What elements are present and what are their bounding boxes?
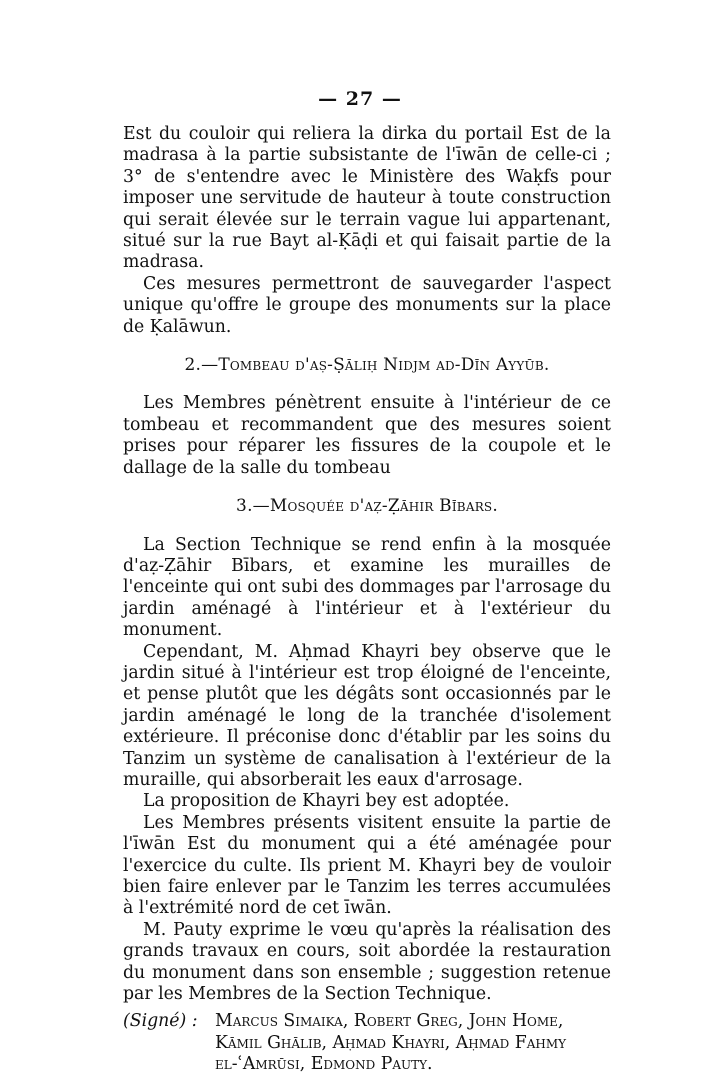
signature-label: (Signé) : xyxy=(123,1011,198,1032)
signatory-line: Marcus Simaika, Robert Greg, John Home, xyxy=(215,1011,564,1032)
paragraph: Ces mesures permettront de sauvegarder l'aspect unique qu'offre le groupe des monuments sur la place de Ḳalāwun. xyxy=(123,273,611,337)
signatory-line: el-ʿAmrūsi, Edmond Pauty. xyxy=(215,1054,433,1075)
section-heading-2: 2.—Tombeau d'aṣ-Ṣāliḥ Nidjm ad-Dīn Ayyūb. xyxy=(184,355,550,376)
paragraph: La Section Technique se rend enfin à la mosquée d'aẓ-Ẓāhir Bībars, et examine les murailles de l'enceinte qui ont subi des dommages par l'arrosage du jardin aménagé à l'intérieur et à l'extérieur du monument. xyxy=(123,534,611,641)
section-heading-3: 3.—Mosquée d'aẓ-Ẓāhir Bībars. xyxy=(236,496,498,517)
paragraph: Est du couloir qui reliera la dirka du portail Est de la madrasa à la partie subsistante de l'īwān de celle-ci ; 3° de s'entendre avec le Ministère des Waḳfs pour imposer une servitude de hauteur à toute construction qui serait élevée sur le terrain vague lui appartenant, situé sur la rue Bayt al-Ḳāḍi et qui faisait partie de la madrasa. xyxy=(123,124,611,273)
signatory-names xyxy=(215,1011,611,1075)
paragraph: Cependant, M. Aḥmad Khayri bey observe que le jardin situé à l'intérieur est trop éloigné de l'enceinte, et pense plutôt que les dégâts sont occasionnés par le jardin aménagé le long de la tranchée d'isolement extérieure. Il préconise donc d'établir par les soins du Tanzim un système de canalisation à l'extérieur de la muraille, qui absorberait les eaux d'arrosage. xyxy=(123,641,611,790)
page-number: — 27 — xyxy=(318,88,402,110)
paragraph: Les Membres présents visitent ensuite la partie de l'īwān Est du monument qui a été aménagée pour l'exercice du culte. Ils prient M. Khayri bey de vouloir bien faire enlever par le Tanzim les terres accumulées à l'extrémité nord de cet īwān. xyxy=(123,812,611,919)
signatory-line: Kāmil Ghālib, Aḥmad Khayri, Aḥmad Fahmy xyxy=(215,1032,567,1053)
signature-block xyxy=(123,1011,611,1075)
paragraph: M. Pauty exprime le vœu qu'après la réalisation des grands travaux en cours, soit abordée la restauration du monument dans son ensemble ; suggestion retenue par les Membres de la Section Technique. xyxy=(123,919,611,1005)
paragraph: La proposition de Khayri bey est adoptée. xyxy=(143,791,510,812)
body-text xyxy=(123,124,611,1076)
paragraph: Les Membres pénètrent ensuite à l'intérieur de ce tombeau et recommandent que des mesures soient prises pour réparer les fissures de la coupole et le dallage de la salle du tombeau xyxy=(123,393,611,478)
